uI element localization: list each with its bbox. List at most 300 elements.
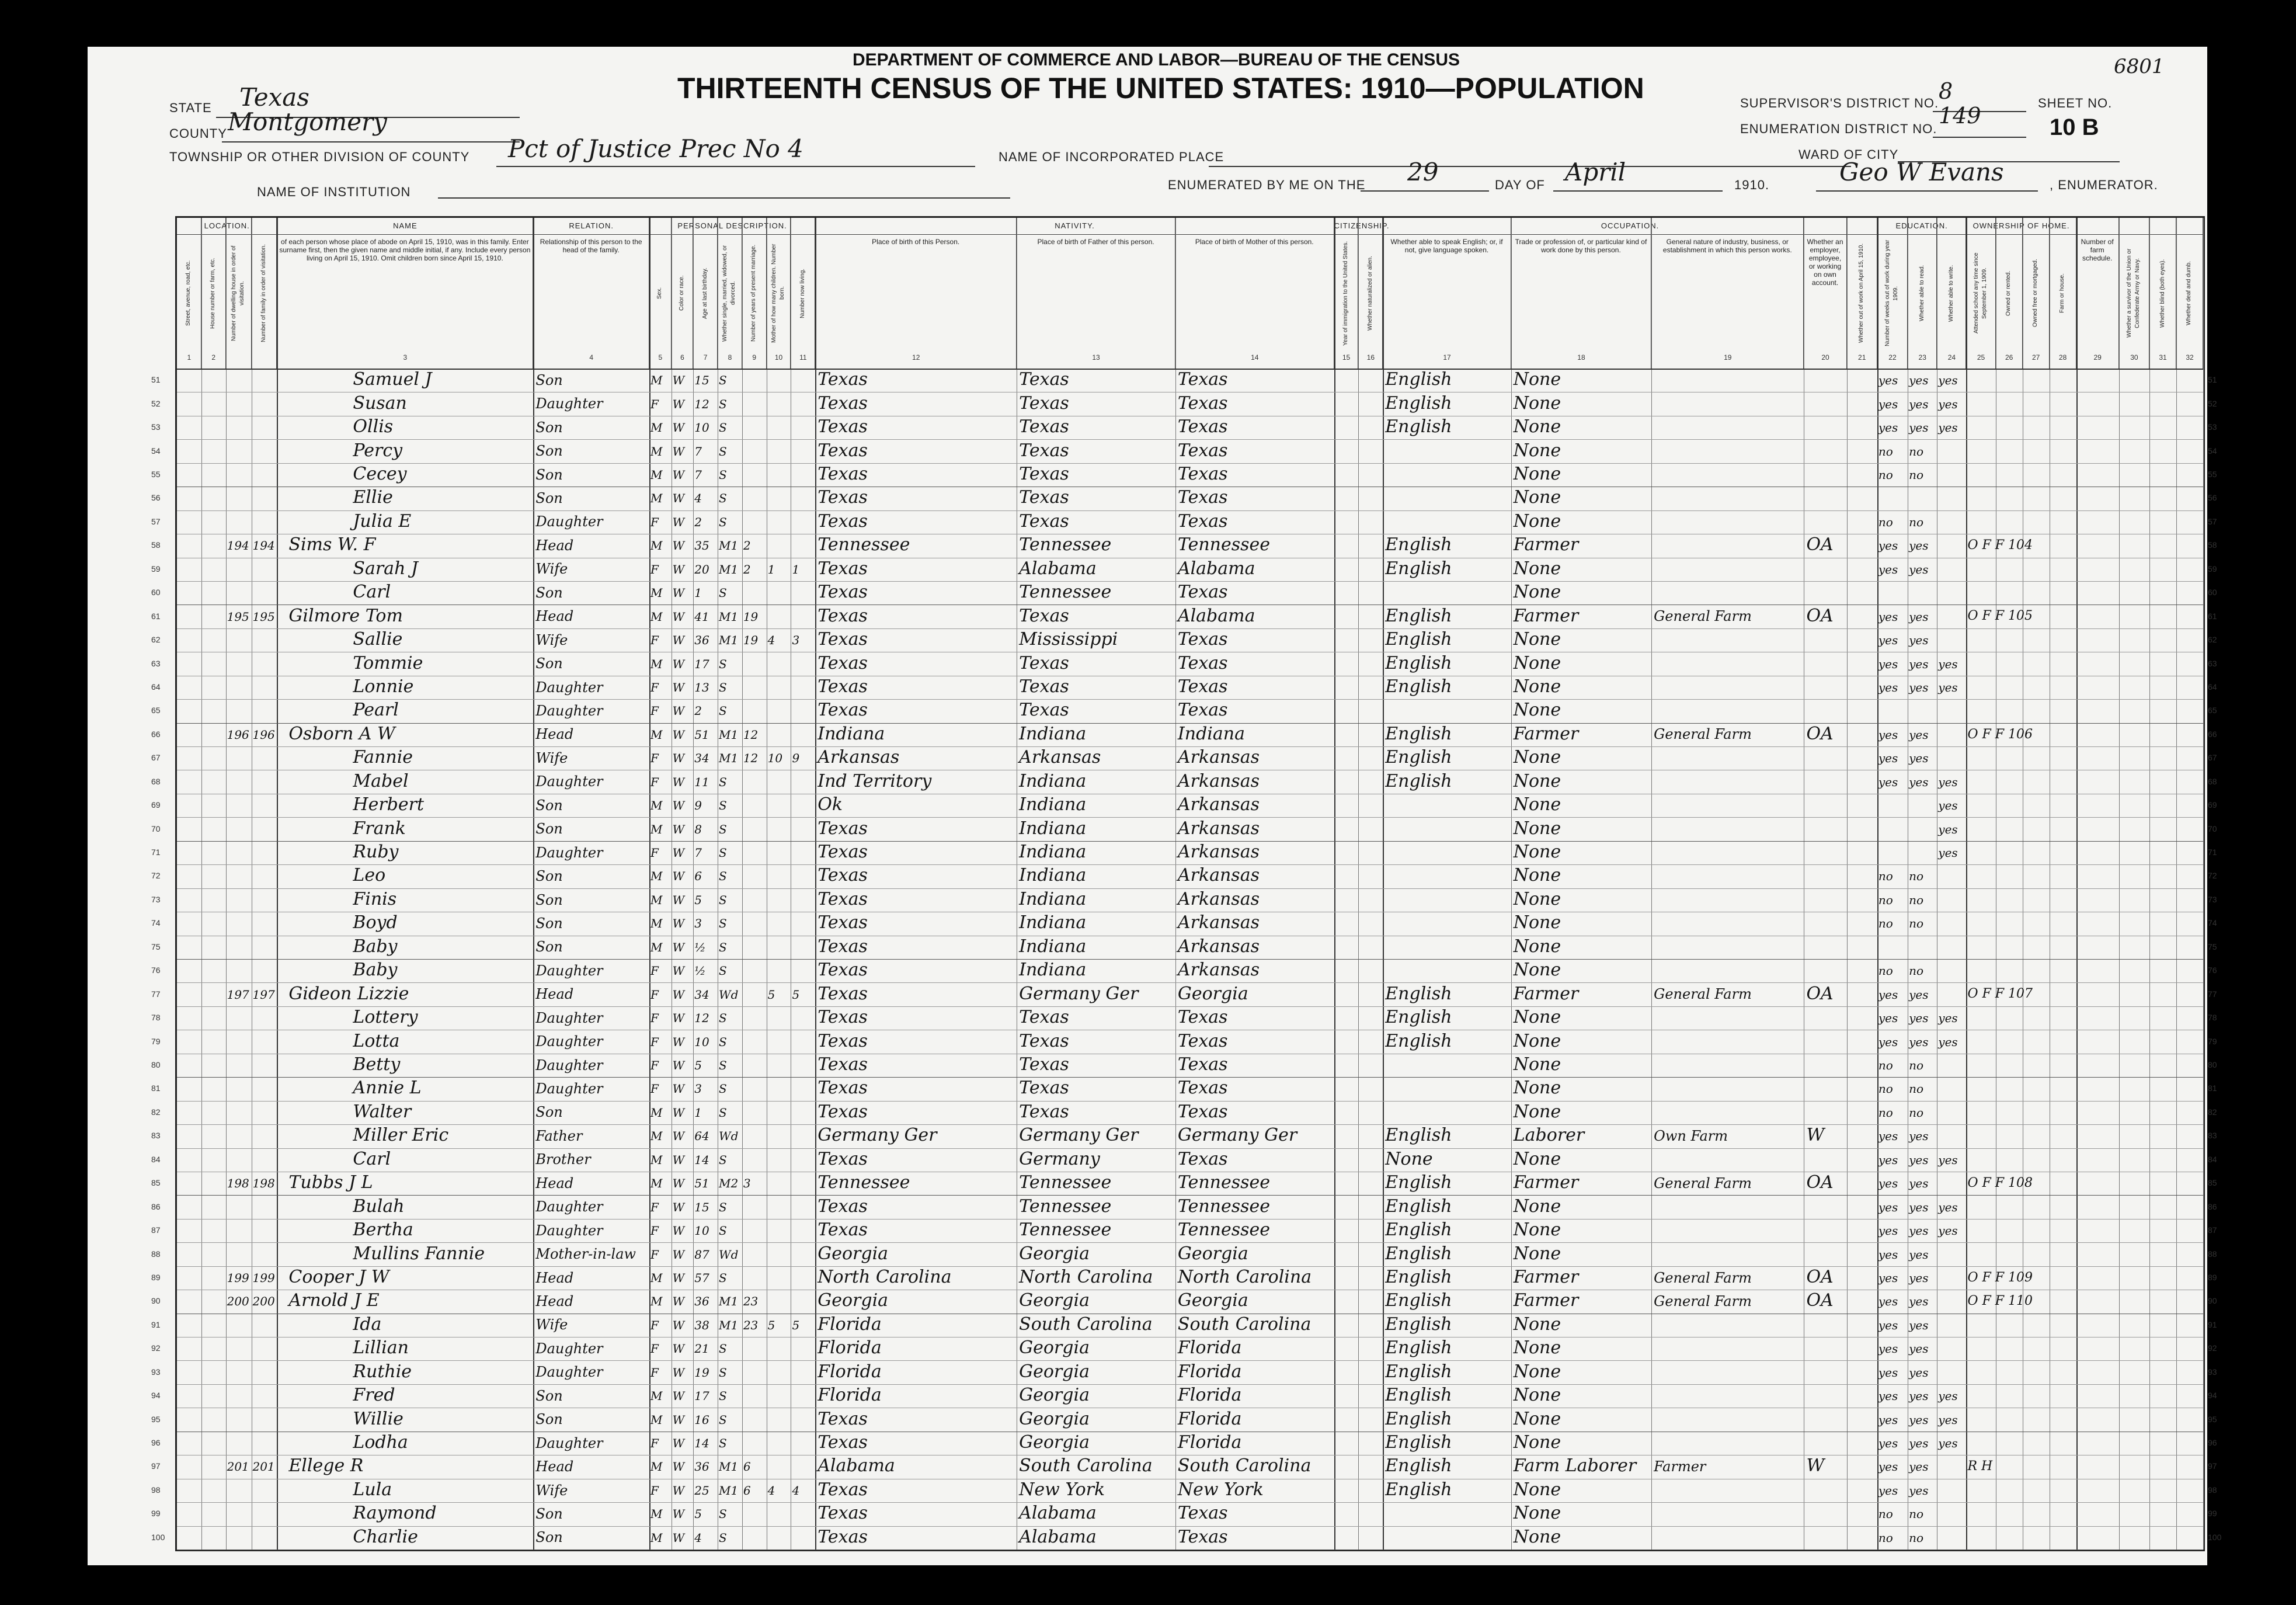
cell-fpob: Indiana xyxy=(1019,960,1087,981)
cell-race: W xyxy=(672,751,685,766)
cell-race: W xyxy=(672,1247,685,1262)
column-header xyxy=(1877,218,1908,369)
cell-occ: None xyxy=(1513,1408,1561,1429)
cell-occ: None xyxy=(1513,1007,1561,1028)
cell-age: 14 xyxy=(694,1152,709,1167)
cell-lang: English xyxy=(1385,1125,1452,1146)
cell-name: Raymond xyxy=(353,1503,437,1524)
cell-race: W xyxy=(672,1460,685,1474)
cell-age: 2 xyxy=(694,515,702,529)
cell-write: no xyxy=(1909,1105,1924,1120)
cell-mpob: Arkansas xyxy=(1177,842,1260,863)
cell-occ: None xyxy=(1513,1078,1561,1099)
cell-mpob: Texas xyxy=(1177,700,1228,721)
cell-rel: Daughter xyxy=(535,773,603,790)
cell-write: no xyxy=(1909,964,1924,978)
cell-sex: M xyxy=(650,467,663,482)
cell-write: no xyxy=(1909,869,1924,884)
cell-pob: North Carolina xyxy=(817,1266,952,1287)
column-number: 2 xyxy=(211,353,216,362)
cell-name: Sarah J xyxy=(353,558,418,579)
row-number-right: 87 xyxy=(2208,1225,2217,1235)
cell-age: 36 xyxy=(694,1460,709,1474)
column-header-text: Relationship of this person to the head of the family. xyxy=(540,238,642,254)
cell-fpob: Tennessee xyxy=(1019,534,1112,555)
cell-name: Arnold J E xyxy=(288,1290,380,1311)
cell-own: O F F 105 xyxy=(1967,609,2033,624)
cell-ms: M1 xyxy=(719,727,739,742)
row-number-left: 76 xyxy=(151,965,161,975)
cell-fpob: Tennessee xyxy=(1019,1172,1112,1193)
census-title: THIRTEENTH CENSUS OF THE UNITED STATES: 1910—POPULATION xyxy=(677,72,1644,105)
cell-own: O F F 107 xyxy=(1967,986,2033,1002)
cell-school: yes xyxy=(1938,1152,1958,1167)
cell-fpob: Texas xyxy=(1019,416,1069,437)
cell-occ: Farmer xyxy=(1513,1290,1579,1311)
cell-mpob: Texas xyxy=(1177,676,1228,697)
column-number: 19 xyxy=(1724,353,1732,362)
cell-rel: Daughter xyxy=(535,1057,603,1074)
cell-rel: Son xyxy=(535,939,563,956)
row-number-right: 51 xyxy=(2208,375,2217,385)
column-group-heading: NATIVITY. xyxy=(1055,221,1095,230)
cell-dw: 201 xyxy=(227,1460,249,1474)
column-number: 16 xyxy=(1366,353,1375,362)
cell-pob: Ok xyxy=(817,794,843,815)
cell-age: 20 xyxy=(694,562,709,576)
cell-ms: S xyxy=(719,444,727,458)
row-number-right: 91 xyxy=(2208,1319,2217,1329)
column-header-text: Owned free or mortgaged. xyxy=(2032,259,2039,328)
cell-name: Leo xyxy=(353,865,386,886)
cell-read: yes xyxy=(1878,656,1898,671)
cell-living: 1 xyxy=(792,562,800,576)
cell-ms: M1 xyxy=(719,633,739,648)
cell-fpob: Tennessee xyxy=(1019,1196,1112,1217)
column-header-text: Whether able to speak English; or, if not, give language spoken. xyxy=(1390,238,1503,254)
cell-emp: OA xyxy=(1806,983,1834,1004)
cell-write: yes xyxy=(1909,656,1929,671)
cell-read: yes xyxy=(1878,774,1898,789)
cell-read: yes xyxy=(1878,1200,1898,1214)
cell-write: no xyxy=(1909,916,1924,931)
column-group-heading: PERSONAL DESCRIPTION. xyxy=(677,221,787,230)
cell-fam: 197 xyxy=(252,987,275,1002)
cell-sex: M xyxy=(650,1176,663,1191)
column-number: 15 xyxy=(1342,353,1351,362)
column-number: 18 xyxy=(1577,353,1585,362)
cell-ind: General Farm xyxy=(1654,1293,1752,1309)
cell-mpob: Texas xyxy=(1177,1148,1228,1169)
cell-age: 41 xyxy=(694,609,709,624)
cell-fpob: Texas xyxy=(1019,1030,1069,1051)
cell-rel: Daughter xyxy=(535,1081,603,1097)
column-header xyxy=(672,218,694,369)
cell-read: no xyxy=(1878,467,1893,482)
cell-occ: Farmer xyxy=(1513,983,1579,1004)
row-number-right: 57 xyxy=(2208,516,2217,526)
cell-pob: Arkansas xyxy=(817,747,900,768)
cell-mpob: North Carolina xyxy=(1177,1266,1312,1287)
cell-pob: Texas xyxy=(817,842,868,863)
cell-school: yes xyxy=(1938,656,1958,671)
column-header-text: Whether deaf and dumb. xyxy=(2186,260,2193,326)
cell-age: 7 xyxy=(694,467,702,482)
enumerator-name: Geo W Evans xyxy=(1839,158,2004,186)
cell-mpob: Florida xyxy=(1177,1408,1242,1429)
column-header-text: Whether a survivor of the Union or Confederate Army or Navy. xyxy=(2126,248,2141,338)
cell-mpob: Arkansas xyxy=(1177,794,1260,815)
cell-emp: OA xyxy=(1806,1266,1834,1287)
cell-mpob: Florida xyxy=(1177,1385,1242,1406)
cell-rel: Head xyxy=(535,1293,574,1309)
row-number-right: 64 xyxy=(2208,682,2217,692)
cell-sex: F xyxy=(650,1436,659,1451)
cell-sex: M xyxy=(650,1389,663,1403)
cell-name: Herbert xyxy=(353,794,425,815)
cell-sex: M xyxy=(650,940,663,954)
column-header-text: Number of years of present marriage. xyxy=(750,244,757,342)
cell-pob: Texas xyxy=(817,1408,868,1429)
cell-mpob: Texas xyxy=(1177,1503,1228,1524)
cell-pob: Texas xyxy=(817,416,868,437)
column-header xyxy=(1908,218,1937,369)
cell-pob: Texas xyxy=(817,1078,868,1099)
cell-sex: M xyxy=(650,1412,663,1427)
state-label: STATE xyxy=(169,100,212,115)
cell-race: W xyxy=(672,1105,685,1120)
cell-occ: None xyxy=(1513,558,1561,579)
cell-own: O F F 110 xyxy=(1967,1294,2033,1309)
cell-rel: Son xyxy=(535,915,563,932)
cell-read: yes xyxy=(1878,680,1898,694)
cell-mpob: Arkansas xyxy=(1177,818,1260,839)
cell-pob: Texas xyxy=(817,1220,868,1241)
cell-read: no xyxy=(1878,892,1893,907)
cell-race: W xyxy=(672,704,685,718)
cell-rel: Daughter xyxy=(535,679,603,696)
cell-occ: None xyxy=(1513,888,1561,909)
row-number-right: 85 xyxy=(2208,1178,2217,1188)
cell-pob: Florida xyxy=(817,1361,882,1382)
cell-occ: None xyxy=(1513,440,1561,461)
cell-name: Miller Eric xyxy=(353,1125,449,1146)
cell-rel: Father xyxy=(535,1127,583,1144)
cell-name: Cooper J W xyxy=(288,1266,389,1287)
cell-read: no xyxy=(1878,1105,1893,1120)
cell-mpob: Texas xyxy=(1177,629,1228,650)
cell-race: W xyxy=(672,1507,685,1521)
cell-rel: Daughter xyxy=(535,702,603,719)
row-number-left: 64 xyxy=(151,682,161,692)
cell-lang: English xyxy=(1385,1432,1452,1453)
cell-rel: Daughter xyxy=(535,1222,603,1239)
cell-ind: General Farm xyxy=(1654,1269,1752,1286)
cell-pob: Texas xyxy=(817,582,868,603)
cell-read: no xyxy=(1878,1507,1893,1521)
cell-read: yes xyxy=(1878,727,1898,742)
cell-race: W xyxy=(672,1011,685,1026)
cell-sex: M xyxy=(650,798,663,813)
column-header-text: Place of birth of Mother of this person. xyxy=(1195,238,1314,246)
column-number: 13 xyxy=(1092,353,1100,362)
column-header-text: Street, avenue, road, etc. xyxy=(185,260,192,326)
cell-fpob: Texas xyxy=(1019,1078,1069,1099)
cell-write: yes xyxy=(1909,562,1929,576)
column-number: 5 xyxy=(658,353,663,362)
cell-age: 16 xyxy=(694,1412,709,1427)
cell-ms: S xyxy=(719,491,727,506)
cell-name: Pearl xyxy=(353,700,399,721)
cell-read: yes xyxy=(1878,1270,1898,1285)
cell-lang: English xyxy=(1385,723,1452,744)
cell-ms: M1 xyxy=(719,1318,739,1332)
cell-race: W xyxy=(672,727,685,742)
cell-rel: Daughter xyxy=(535,1033,603,1050)
cell-lang: English xyxy=(1385,983,1452,1004)
cell-race: W xyxy=(672,373,685,388)
cell-school: yes xyxy=(1938,1034,1958,1049)
cell-pob: Texas xyxy=(817,865,868,886)
cell-occ: Farmer xyxy=(1513,605,1579,626)
cell-rel: Head xyxy=(535,986,574,1003)
cell-age: 7 xyxy=(694,846,702,860)
cell-mpob: Texas xyxy=(1177,487,1228,508)
column-number: 22 xyxy=(1888,353,1897,362)
cell-race: W xyxy=(672,1530,685,1545)
cell-ms: S xyxy=(719,1105,727,1120)
cell-race: W xyxy=(672,798,685,813)
column-number: 30 xyxy=(2130,353,2138,362)
cell-race: W xyxy=(672,609,685,624)
row-number-right: 83 xyxy=(2208,1131,2217,1141)
cell-pob: Texas xyxy=(817,652,868,673)
cell-write: yes xyxy=(1909,1436,1929,1451)
cell-rel: Wife xyxy=(535,1482,568,1499)
cell-ms: S xyxy=(719,892,727,907)
cell-occ: None xyxy=(1513,487,1561,508)
cell-sex: M xyxy=(650,1294,663,1309)
column-number: 29 xyxy=(2093,353,2102,362)
cell-lang: English xyxy=(1385,1314,1452,1335)
cell-name: Mabel xyxy=(353,770,409,791)
cell-write: yes xyxy=(1909,397,1929,411)
cell-rel: Head xyxy=(535,608,574,625)
cell-write: yes xyxy=(1909,1034,1929,1049)
row-number-left: 66 xyxy=(151,729,161,739)
cell-name: Finis xyxy=(353,888,397,909)
column-number: 25 xyxy=(1977,353,1985,362)
cell-name: Lonnie xyxy=(353,676,414,697)
cell-sex: F xyxy=(650,1224,659,1238)
cell-mpob: Alabama xyxy=(1177,605,1255,626)
cell-occ: Farmer xyxy=(1513,723,1579,744)
row-number-left: 72 xyxy=(151,871,161,881)
cell-ms: S xyxy=(719,680,727,694)
cell-ms: S xyxy=(719,1365,727,1380)
cell-race: W xyxy=(672,421,685,435)
row-number-left: 74 xyxy=(151,918,161,928)
cell-race: W xyxy=(672,1365,685,1380)
cell-mpob: Texas xyxy=(1177,1078,1228,1099)
cell-sex: F xyxy=(650,515,659,529)
cell-name: Fannie xyxy=(353,747,413,768)
cell-fpob: Indiana xyxy=(1019,794,1087,815)
cell-name: Ruby xyxy=(353,842,399,863)
cell-pob: Texas xyxy=(817,463,868,484)
cell-emp: W xyxy=(1806,1455,1825,1477)
cell-school: yes xyxy=(1938,1389,1958,1403)
cell-rel: Son xyxy=(535,490,563,507)
binder-hole xyxy=(2254,514,2274,534)
cell-race: W xyxy=(672,869,685,884)
cell-write: yes xyxy=(1909,539,1929,553)
cell-ms: S xyxy=(719,704,727,718)
cell-ms: Wd xyxy=(719,987,739,1002)
supervisor-district-label: SUPERVISOR'S DISTRICT NO. xyxy=(1740,96,1939,110)
column-header-text: Whether able to read. xyxy=(1918,265,1925,322)
cell-name: Lula xyxy=(353,1479,392,1500)
cell-lang: English xyxy=(1385,1337,1452,1359)
column-header-text: Number of family in order of visitation. xyxy=(260,244,267,342)
row-number-right: 92 xyxy=(2208,1343,2217,1353)
cell-lang: English xyxy=(1385,676,1452,697)
cell-name: Carl xyxy=(353,1148,391,1169)
cell-read: yes xyxy=(1878,1011,1898,1026)
cell-write: yes xyxy=(1909,633,1929,648)
cell-ms: M2 xyxy=(719,1176,739,1191)
row-number-left: 60 xyxy=(151,588,161,597)
cell-mpob: Arkansas xyxy=(1177,888,1260,909)
row-number-left: 89 xyxy=(151,1272,161,1282)
column-header xyxy=(649,218,672,369)
cell-occ: Laborer xyxy=(1513,1125,1585,1146)
cell-write: no xyxy=(1909,515,1924,529)
cell-write: no xyxy=(1909,1058,1924,1072)
cell-fpob: Texas xyxy=(1019,700,1069,721)
cell-emp: OA xyxy=(1806,723,1834,744)
cell-sex: F xyxy=(650,633,659,648)
column-header xyxy=(791,218,815,369)
cell-fpob: Arkansas xyxy=(1019,747,1101,768)
cell-age: 87 xyxy=(694,1247,709,1262)
cell-sex: M xyxy=(650,1530,663,1545)
cell-fpob: Tennessee xyxy=(1019,582,1112,603)
cell-pob: Texas xyxy=(817,888,868,909)
cell-rel: Daughter xyxy=(535,1364,603,1381)
cell-fpob: Indiana xyxy=(1019,865,1087,886)
cell-rel: Head xyxy=(535,537,574,554)
row-number-left: 63 xyxy=(151,658,161,668)
cell-mpob: Alabama xyxy=(1177,558,1255,579)
cell-occ: None xyxy=(1513,1196,1561,1217)
column-header xyxy=(1996,218,2023,369)
cell-fam: 194 xyxy=(252,539,275,553)
cell-lang: English xyxy=(1385,1408,1452,1429)
cell-write: yes xyxy=(1909,774,1929,789)
row-number-left: 58 xyxy=(151,540,161,550)
cell-race: W xyxy=(672,491,685,506)
column-header xyxy=(201,218,226,369)
cell-ms: S xyxy=(719,846,727,860)
cell-rel: Son xyxy=(535,891,563,908)
cell-mpob: Texas xyxy=(1177,1101,1228,1122)
cell-pob: Texas xyxy=(817,1054,868,1075)
cell-ms: S xyxy=(719,1034,727,1049)
column-number: 31 xyxy=(2159,353,2167,362)
cell-name: Gideon Lizzie xyxy=(288,983,409,1004)
cell-mpob: Tennessee xyxy=(1177,1172,1271,1193)
cell-occ: None xyxy=(1513,1503,1561,1524)
cell-yrs: 2 xyxy=(743,539,751,553)
cell-ms: S xyxy=(719,1436,727,1451)
column-header xyxy=(1847,218,1877,369)
cell-ms: S xyxy=(719,421,727,435)
cell-mpob: Arkansas xyxy=(1177,936,1260,957)
cell-pob: Florida xyxy=(817,1385,882,1406)
row-number-right: 56 xyxy=(2208,493,2217,503)
cell-race: W xyxy=(672,633,685,648)
column-header xyxy=(1804,218,1846,369)
cell-rel: Son xyxy=(535,655,563,672)
cell-yrs: 19 xyxy=(743,609,759,624)
column-header xyxy=(767,218,791,369)
cell-mpob: Georgia xyxy=(1177,983,1248,1004)
cell-race: W xyxy=(672,586,685,600)
cell-occ: None xyxy=(1513,1337,1561,1359)
cell-occ: None xyxy=(1513,912,1561,933)
cell-race: W xyxy=(672,1082,685,1096)
cell-mpob: Arkansas xyxy=(1177,770,1260,791)
cell-mpob: Arkansas xyxy=(1177,747,1260,768)
cell-sex: F xyxy=(650,1318,659,1332)
cell-mpob: Florida xyxy=(1177,1361,1242,1382)
cell-ms: S xyxy=(719,397,727,411)
cell-read: yes xyxy=(1878,1365,1898,1380)
cell-lang: English xyxy=(1385,369,1452,390)
cell-sex: M xyxy=(650,1460,663,1474)
cell-fpob: South Carolina xyxy=(1019,1455,1153,1477)
cell-write: yes xyxy=(1909,1460,1929,1474)
cell-pob: Texas xyxy=(817,510,868,531)
cell-race: W xyxy=(672,940,685,954)
township-label: TOWNSHIP OR OTHER DIVISION OF COUNTY xyxy=(169,150,470,164)
cell-rel: Brother xyxy=(535,1151,591,1168)
cell-ms: S xyxy=(719,1011,727,1026)
cell-age: 25 xyxy=(694,1483,709,1498)
enumerator-label: , ENUMERATOR. xyxy=(2050,178,2158,192)
cell-age: 36 xyxy=(694,633,709,648)
row-number-left: 90 xyxy=(151,1296,161,1306)
row-number-left: 94 xyxy=(151,1391,161,1401)
cell-sex: M xyxy=(650,869,663,884)
cell-write: yes xyxy=(1909,751,1929,766)
cell-age: 1 xyxy=(694,586,702,600)
cell-age: 3 xyxy=(694,916,702,931)
column-number: 27 xyxy=(2031,353,2040,362)
row-number-right: 95 xyxy=(2208,1414,2217,1424)
cell-fpob: Indiana xyxy=(1019,770,1087,791)
row-number-left: 100 xyxy=(151,1532,165,1542)
cell-born: 5 xyxy=(767,1318,775,1332)
cell-occ: None xyxy=(1513,865,1561,886)
row-number-left: 61 xyxy=(151,611,161,621)
cell-read: no xyxy=(1878,964,1893,978)
cell-race: W xyxy=(672,444,685,458)
cell-dw: 195 xyxy=(227,609,249,624)
row-number-right: 71 xyxy=(2208,847,2217,857)
row-number-left: 75 xyxy=(151,942,161,951)
